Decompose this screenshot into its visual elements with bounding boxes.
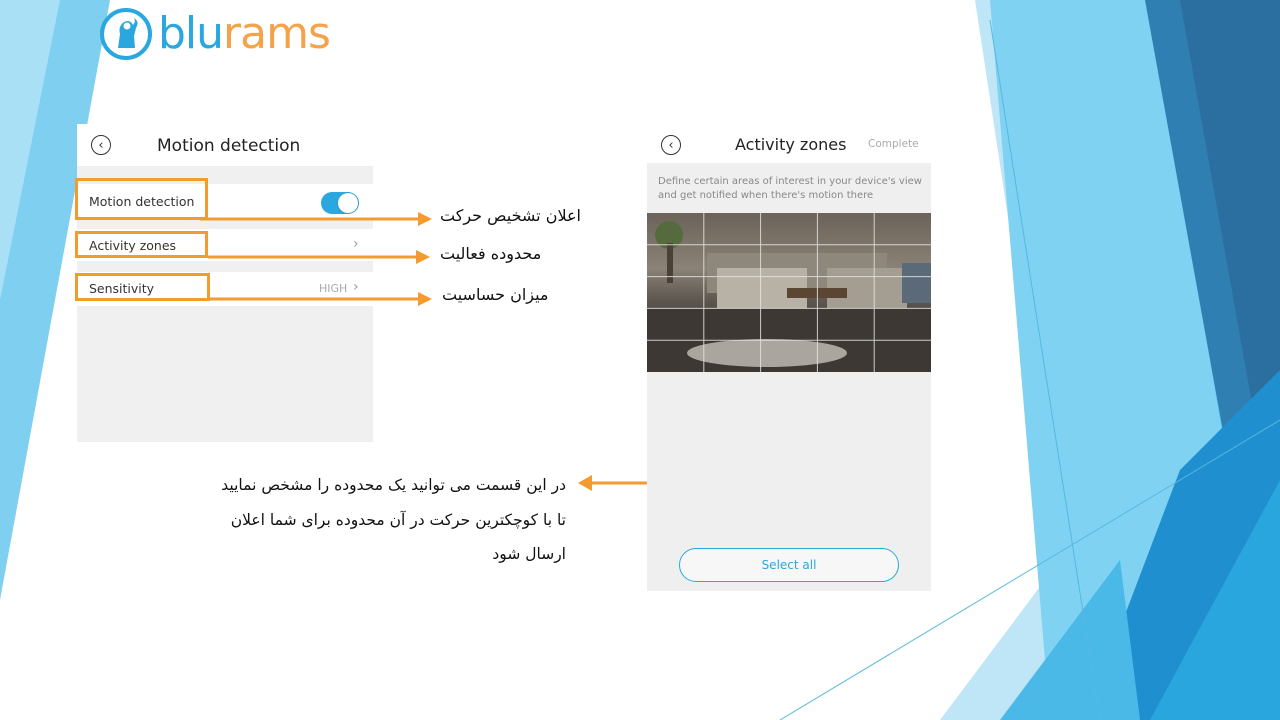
highlight-motion-detection (75, 178, 208, 220)
ram-logo-icon (100, 8, 152, 60)
back-circle-icon[interactable]: ‹ (91, 135, 111, 155)
chevron-right-icon: › (353, 236, 359, 252)
sensitivity-value: HIGH (319, 282, 348, 295)
chevron-right-icon: › (353, 279, 359, 295)
row-label: Sensitivity (89, 281, 155, 296)
highlight-sensitivity (75, 273, 210, 301)
annotation-motion-detection: اعلان تشخیص حرکت (440, 206, 581, 225)
camera-view-grid[interactable] (647, 213, 931, 372)
arrow-icon (576, 473, 652, 493)
zone-grid-lines (647, 213, 931, 372)
brand-logo (100, 4, 330, 64)
row-label: Activity zones (89, 238, 177, 253)
activity-zones-screen (647, 128, 931, 591)
annotation-zones-line3: ارسال شود (492, 545, 566, 563)
arrow-icon (200, 205, 440, 315)
select-all-button[interactable]: Select all (679, 548, 899, 582)
page-title: Activity zones (735, 135, 847, 154)
logo-text-rams: rams (223, 8, 330, 59)
highlight-activity-zones (75, 231, 208, 258)
annotation-sensitivity: میزان حساسیت (442, 285, 549, 304)
logo-text-blu: blu (158, 8, 224, 59)
back-circle-icon[interactable]: ‹ (661, 135, 681, 155)
zones-description: Define certain areas of interest in your device's view and get notified when there's motion there (658, 176, 922, 201)
complete-button[interactable]: Complete (868, 138, 919, 150)
screen-header (77, 124, 373, 166)
annotation-zones-line1: در این قسمت می توانید یک محدوده را مشخص نمایید (221, 476, 566, 494)
annotation-activity-zones: محدوده فعالیت (440, 244, 542, 263)
screen-header (647, 128, 931, 163)
annotation-zones-line2: تا با کوچکترین حرکت در آن محدوده برای شما اعلان (230, 511, 566, 529)
page-title: Motion detection (157, 136, 301, 156)
row-label: Motion detection (89, 194, 195, 209)
